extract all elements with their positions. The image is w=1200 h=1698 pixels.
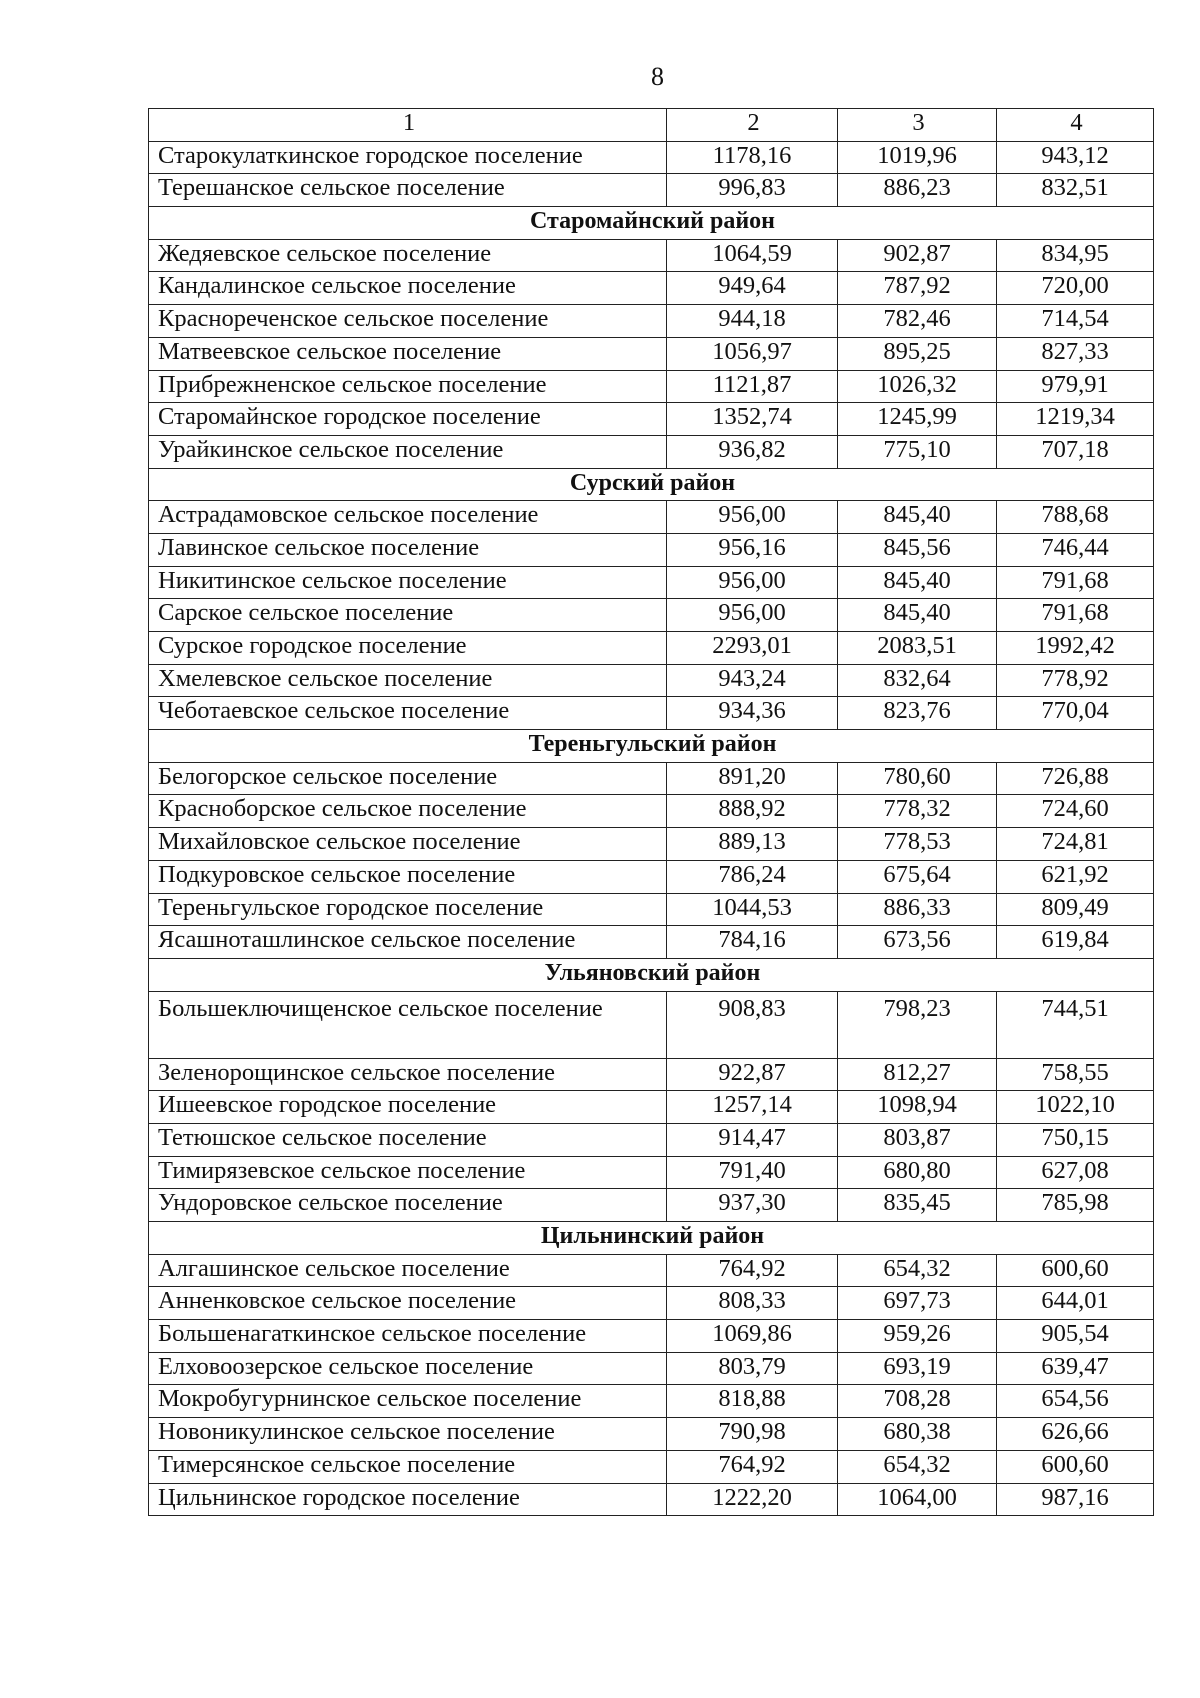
settlement-name-cell: Кандалинское сельское поселение [149, 272, 667, 305]
value-cell-col3: 845,56 [838, 533, 997, 566]
settlement-name-cell: Ясашноташлинское сельское поселение [149, 926, 667, 959]
value-cell-col4: 621,92 [997, 860, 1154, 893]
table-row [149, 860, 1154, 893]
table-row [149, 1156, 1154, 1189]
settlement-name-cell: Краснореченское сельское поселение [149, 305, 667, 338]
table-row [149, 762, 1154, 795]
value-cell-col2: 956,16 [667, 533, 838, 566]
table-row [149, 1450, 1154, 1483]
value-cell-col3: 1019,96 [838, 141, 997, 174]
table-row [149, 632, 1154, 665]
table-row [149, 1287, 1154, 1320]
value-cell-col3: 775,10 [838, 435, 997, 468]
table-row [149, 795, 1154, 828]
table-row [149, 1058, 1154, 1091]
value-cell-col3: 778,53 [838, 828, 997, 861]
settlement-name-cell: Терешанское сельское поселение [149, 174, 667, 207]
value-cell-col4: 834,95 [997, 239, 1154, 272]
table-row [149, 828, 1154, 861]
table-row [149, 337, 1154, 370]
settlement-name-cell: Тереньгульское городское поселение [149, 893, 667, 926]
table-row [149, 272, 1154, 305]
value-cell-col2: 1044,53 [667, 893, 838, 926]
value-cell-col4: 707,18 [997, 435, 1154, 468]
value-cell-col4: 744,51 [997, 991, 1154, 1058]
table-row [149, 1352, 1154, 1385]
table-body [149, 109, 1154, 1516]
value-cell-col3: 812,27 [838, 1058, 997, 1091]
table-row [149, 1320, 1154, 1353]
settlement-name-cell: Тимирязевское сельское поселение [149, 1156, 667, 1189]
value-cell-col2: 889,13 [667, 828, 838, 861]
value-cell-col2: 949,64 [667, 272, 838, 305]
value-cell-col2: 786,24 [667, 860, 838, 893]
value-cell-col4: 979,91 [997, 370, 1154, 403]
value-cell-col3: 778,32 [838, 795, 997, 828]
settlement-name-cell: Анненковское сельское поселение [149, 1287, 667, 1320]
value-cell-col3: 832,64 [838, 664, 997, 697]
district-section-row [149, 468, 1154, 501]
value-cell-col4: 714,54 [997, 305, 1154, 338]
district-heading: Ульяновский район [149, 958, 1154, 991]
value-cell-col2: 1064,59 [667, 239, 838, 272]
value-cell-col2: 888,92 [667, 795, 838, 828]
table-row [149, 239, 1154, 272]
table-row [149, 1091, 1154, 1124]
table-row [149, 1418, 1154, 1451]
value-cell-col3: 959,26 [838, 1320, 997, 1353]
column-header-1: 1 [149, 109, 667, 142]
value-cell-col4: 1992,42 [997, 632, 1154, 665]
value-cell-col3: 1064,00 [838, 1483, 997, 1516]
value-cell-col3: 680,38 [838, 1418, 997, 1451]
value-cell-col2: 808,33 [667, 1287, 838, 1320]
value-cell-col4: 809,49 [997, 893, 1154, 926]
value-cell-col3: 654,32 [838, 1450, 997, 1483]
value-cell-col4: 626,66 [997, 1418, 1154, 1451]
value-cell-col4: 1022,10 [997, 1091, 1154, 1124]
value-cell-col3: 693,19 [838, 1352, 997, 1385]
value-cell-col2: 2293,01 [667, 632, 838, 665]
value-cell-col4: 627,08 [997, 1156, 1154, 1189]
district-section-row [149, 1222, 1154, 1255]
value-cell-col2: 790,98 [667, 1418, 838, 1451]
district-heading: Тереньгульский район [149, 730, 1154, 763]
value-cell-col2: 1069,86 [667, 1320, 838, 1353]
district-section-row [149, 958, 1154, 991]
district-section-row [149, 730, 1154, 763]
settlement-name-cell: Сарское сельское поселение [149, 599, 667, 632]
table-row [149, 991, 1154, 1058]
settlement-name-cell: Красноборское сельское поселение [149, 795, 667, 828]
value-cell-col2: 937,30 [667, 1189, 838, 1222]
column-header-4: 4 [997, 109, 1154, 142]
value-cell-col3: 845,40 [838, 599, 997, 632]
value-cell-col4: 600,60 [997, 1450, 1154, 1483]
value-cell-col2: 914,47 [667, 1123, 838, 1156]
value-cell-col4: 746,44 [997, 533, 1154, 566]
settlement-name-cell: Алгашинское сельское поселение [149, 1254, 667, 1287]
value-cell-col3: 780,60 [838, 762, 997, 795]
settlement-name-cell: Никитинское сельское поселение [149, 566, 667, 599]
value-cell-col3: 798,23 [838, 991, 997, 1058]
table-row [149, 566, 1154, 599]
value-cell-col2: 764,92 [667, 1450, 838, 1483]
value-cell-col4: 791,68 [997, 599, 1154, 632]
value-cell-col3: 1026,32 [838, 370, 997, 403]
value-cell-col2: 1056,97 [667, 337, 838, 370]
value-cell-col4: 785,98 [997, 1189, 1154, 1222]
value-cell-col2: 1222,20 [667, 1483, 838, 1516]
value-cell-col2: 956,00 [667, 501, 838, 534]
settlement-name-cell: Астрадамовское сельское поселение [149, 501, 667, 534]
settlement-name-cell: Ундоровское сельское поселение [149, 1189, 667, 1222]
value-cell-col3: 675,64 [838, 860, 997, 893]
table-row [149, 174, 1154, 207]
page-number: 8 [651, 62, 664, 91]
value-cell-col2: 818,88 [667, 1385, 838, 1418]
value-cell-col3: 1245,99 [838, 403, 997, 436]
value-cell-col4: 758,55 [997, 1058, 1154, 1091]
value-cell-col3: 708,28 [838, 1385, 997, 1418]
value-cell-col4: 987,16 [997, 1483, 1154, 1516]
table-row [149, 926, 1154, 959]
value-cell-col4: 1219,34 [997, 403, 1154, 436]
value-cell-col4: 832,51 [997, 174, 1154, 207]
district-section-row [149, 207, 1154, 240]
value-cell-col2: 996,83 [667, 174, 838, 207]
settlement-name-cell: Ишеевское городское поселение [149, 1091, 667, 1124]
table-row [149, 599, 1154, 632]
settlement-name-cell: Хмелевское сельское поселение [149, 664, 667, 697]
value-cell-col2: 922,87 [667, 1058, 838, 1091]
value-cell-col3: 2083,51 [838, 632, 997, 665]
value-cell-col2: 956,00 [667, 599, 838, 632]
value-cell-col2: 943,24 [667, 664, 838, 697]
value-cell-col2: 1352,74 [667, 403, 838, 436]
value-cell-col4: 750,15 [997, 1123, 1154, 1156]
value-cell-col4: 724,60 [997, 795, 1154, 828]
table-row [149, 533, 1154, 566]
value-cell-col4: 654,56 [997, 1385, 1154, 1418]
table-row [149, 403, 1154, 436]
table-row [149, 1254, 1154, 1287]
district-heading: Сурский район [149, 468, 1154, 501]
settlement-name-cell: Прибрежненское сельское поселение [149, 370, 667, 403]
settlement-name-cell: Старомайнское городское поселение [149, 403, 667, 436]
value-cell-col3: 902,87 [838, 239, 997, 272]
value-cell-col3: 845,40 [838, 566, 997, 599]
value-cell-col2: 908,83 [667, 991, 838, 1058]
value-cell-col2: 1121,87 [667, 370, 838, 403]
value-cell-col4: 905,54 [997, 1320, 1154, 1353]
settlement-name-cell: Михайловское сельское поселение [149, 828, 667, 861]
value-cell-col4: 827,33 [997, 337, 1154, 370]
value-cell-col3: 697,73 [838, 1287, 997, 1320]
table-row [149, 370, 1154, 403]
value-cell-col3: 895,25 [838, 337, 997, 370]
table-row [149, 305, 1154, 338]
table-row [149, 1189, 1154, 1222]
value-cell-col3: 680,80 [838, 1156, 997, 1189]
value-cell-col2: 1257,14 [667, 1091, 838, 1124]
table-row [149, 141, 1154, 174]
value-cell-col4: 619,84 [997, 926, 1154, 959]
value-cell-col3: 803,87 [838, 1123, 997, 1156]
settlement-name-cell: Зеленорощинское сельское поселение [149, 1058, 667, 1091]
table-row [149, 893, 1154, 926]
district-heading: Цильнинский район [149, 1222, 1154, 1255]
table-row [149, 1385, 1154, 1418]
value-cell-col2: 934,36 [667, 697, 838, 730]
value-cell-col2: 803,79 [667, 1352, 838, 1385]
value-cell-col4: 724,81 [997, 828, 1154, 861]
settlement-name-cell: Чеботаевское сельское поселение [149, 697, 667, 730]
value-cell-col4: 600,60 [997, 1254, 1154, 1287]
settlement-name-cell: Большеключищенское сельское поселение [149, 991, 667, 1058]
value-cell-col3: 673,56 [838, 926, 997, 959]
value-cell-col3: 886,23 [838, 174, 997, 207]
value-cell-col3: 782,46 [838, 305, 997, 338]
value-cell-col3: 823,76 [838, 697, 997, 730]
settlements-table [148, 108, 1154, 1516]
value-cell-col2: 784,16 [667, 926, 838, 959]
value-cell-col4: 778,92 [997, 664, 1154, 697]
table-row [149, 697, 1154, 730]
value-cell-col2: 944,18 [667, 305, 838, 338]
header-row [149, 109, 1154, 142]
settlement-name-cell: Мокробугурнинское сельское поселение [149, 1385, 667, 1418]
settlement-name-cell: Сурское городское поселение [149, 632, 667, 665]
district-heading: Старомайнский район [149, 207, 1154, 240]
settlement-name-cell: Цильнинское городское поселение [149, 1483, 667, 1516]
settlement-name-cell: Урайкинское сельское поселение [149, 435, 667, 468]
settlement-name-cell: Подкуровское сельское поселение [149, 860, 667, 893]
table-row [149, 1483, 1154, 1516]
value-cell-col4: 943,12 [997, 141, 1154, 174]
value-cell-col4: 639,47 [997, 1352, 1154, 1385]
settlement-name-cell: Новоникулинское сельское поселение [149, 1418, 667, 1451]
table-row [149, 664, 1154, 697]
table-row [149, 1123, 1154, 1156]
value-cell-col2: 936,82 [667, 435, 838, 468]
column-header-3: 3 [838, 109, 997, 142]
settlement-name-cell: Жедяевское сельское поселение [149, 239, 667, 272]
column-header-2: 2 [667, 109, 838, 142]
settlement-name-cell: Тетюшское сельское поселение [149, 1123, 667, 1156]
settlement-name-cell: Елховоозерское сельское поселение [149, 1352, 667, 1385]
value-cell-col4: 791,68 [997, 566, 1154, 599]
value-cell-col4: 788,68 [997, 501, 1154, 534]
value-cell-col3: 654,32 [838, 1254, 997, 1287]
settlement-name-cell: Большенагаткинское сельское поселение [149, 1320, 667, 1353]
settlement-name-cell: Лавинское сельское поселение [149, 533, 667, 566]
value-cell-col3: 886,33 [838, 893, 997, 926]
table-row [149, 435, 1154, 468]
value-cell-col3: 1098,94 [838, 1091, 997, 1124]
value-cell-col2: 1178,16 [667, 141, 838, 174]
value-cell-col4: 720,00 [997, 272, 1154, 305]
settlement-name-cell: Старокулаткинское городское поселение [149, 141, 667, 174]
value-cell-col2: 791,40 [667, 1156, 838, 1189]
value-cell-col3: 787,92 [838, 272, 997, 305]
value-cell-col3: 835,45 [838, 1189, 997, 1222]
table-row [149, 501, 1154, 534]
value-cell-col2: 764,92 [667, 1254, 838, 1287]
value-cell-col2: 891,20 [667, 762, 838, 795]
value-cell-col4: 726,88 [997, 762, 1154, 795]
settlement-name-cell: Белогорское сельское поселение [149, 762, 667, 795]
settlement-name-cell: Тимерсянское сельское поселение [149, 1450, 667, 1483]
value-cell-col3: 845,40 [838, 501, 997, 534]
value-cell-col4: 644,01 [997, 1287, 1154, 1320]
value-cell-col4: 770,04 [997, 697, 1154, 730]
value-cell-col2: 956,00 [667, 566, 838, 599]
settlement-name-cell: Матвеевское сельское поселение [149, 337, 667, 370]
